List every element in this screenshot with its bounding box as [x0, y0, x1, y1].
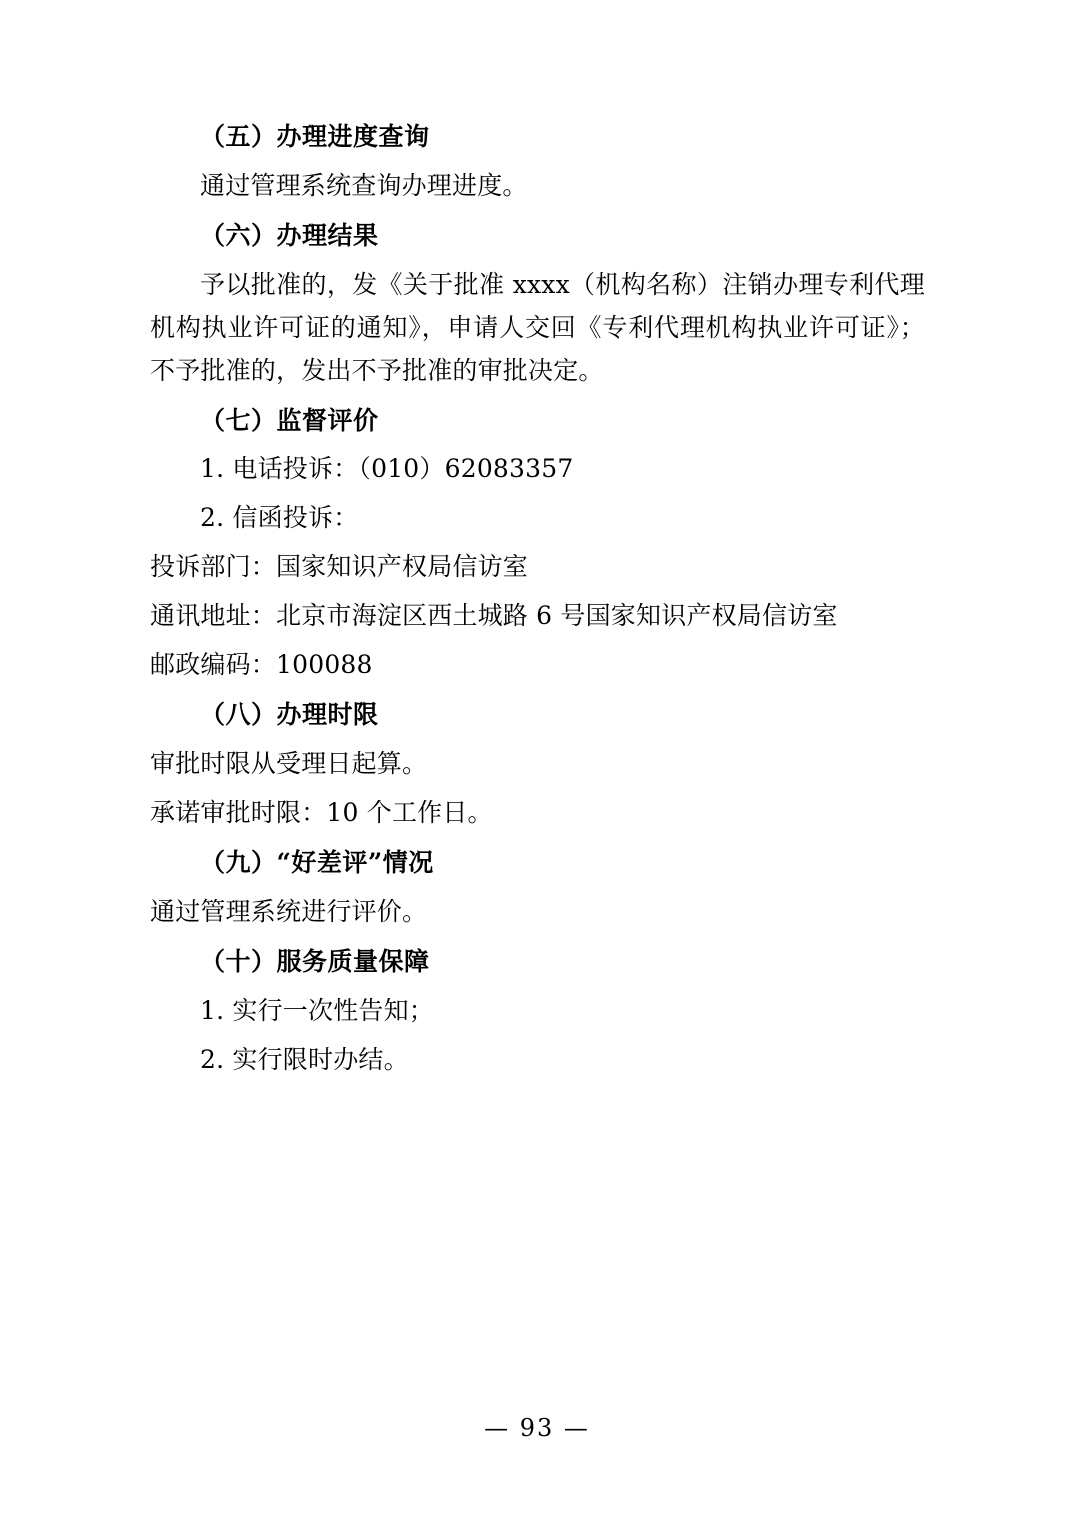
- page-number: — 93 —: [484, 1414, 590, 1442]
- section-progress-query: [150, 120, 925, 207]
- section-paragraph: 通讯地址：北京市海淀区西土城路 6 号国家知识产权局信访室: [150, 601, 838, 631]
- section-paragraph: 予以批准的，发《关于批准 xxxx（机构名称）注销办理专利代理机构执业许可证的通知》，申请人交回《专利代理机构执业许可证》；不予批准的，发出不予批准的审批决定。: [150, 269, 925, 385]
- section-heading: （八）办理时限: [200, 700, 379, 730]
- section-paragraph: 1. 电话投诉：（010）62083357: [200, 454, 574, 484]
- page-content: [150, 120, 925, 1081]
- section-heading: （十）服务质量保障: [200, 946, 430, 976]
- section-service-quality-guarantee: [150, 945, 925, 1081]
- section-heading: （七）监督评价: [200, 405, 379, 435]
- section-supervision-evaluation: [150, 404, 925, 687]
- section-paragraph: 承诺审批时限：10 个工作日。: [150, 798, 493, 827]
- section-paragraph: 审批时限从受理日起算。: [150, 749, 428, 778]
- section-paragraph: 通过管理系统查询办理进度。: [200, 170, 528, 200]
- section-handling-time-limit: [150, 698, 925, 834]
- section-paragraph: 2. 信函投诉：: [200, 503, 359, 533]
- section-heading: （九）“好差评”情况: [200, 848, 434, 877]
- section-handling-result: [150, 219, 925, 392]
- section-paragraph: 邮政编码：100088: [150, 650, 373, 680]
- section-paragraph: 1. 实行一次性告知；: [200, 995, 435, 1025]
- section-paragraph: 2. 实行限时办结。: [200, 1044, 409, 1074]
- section-service-rating: [150, 846, 925, 933]
- section-paragraph: 投诉部门：国家知识产权局信访室: [150, 552, 529, 582]
- section-heading: （六）办理结果: [200, 220, 379, 250]
- section-heading: （五）办理进度查询: [200, 122, 430, 151]
- section-paragraph: 通过管理系统进行评价。: [150, 896, 428, 926]
